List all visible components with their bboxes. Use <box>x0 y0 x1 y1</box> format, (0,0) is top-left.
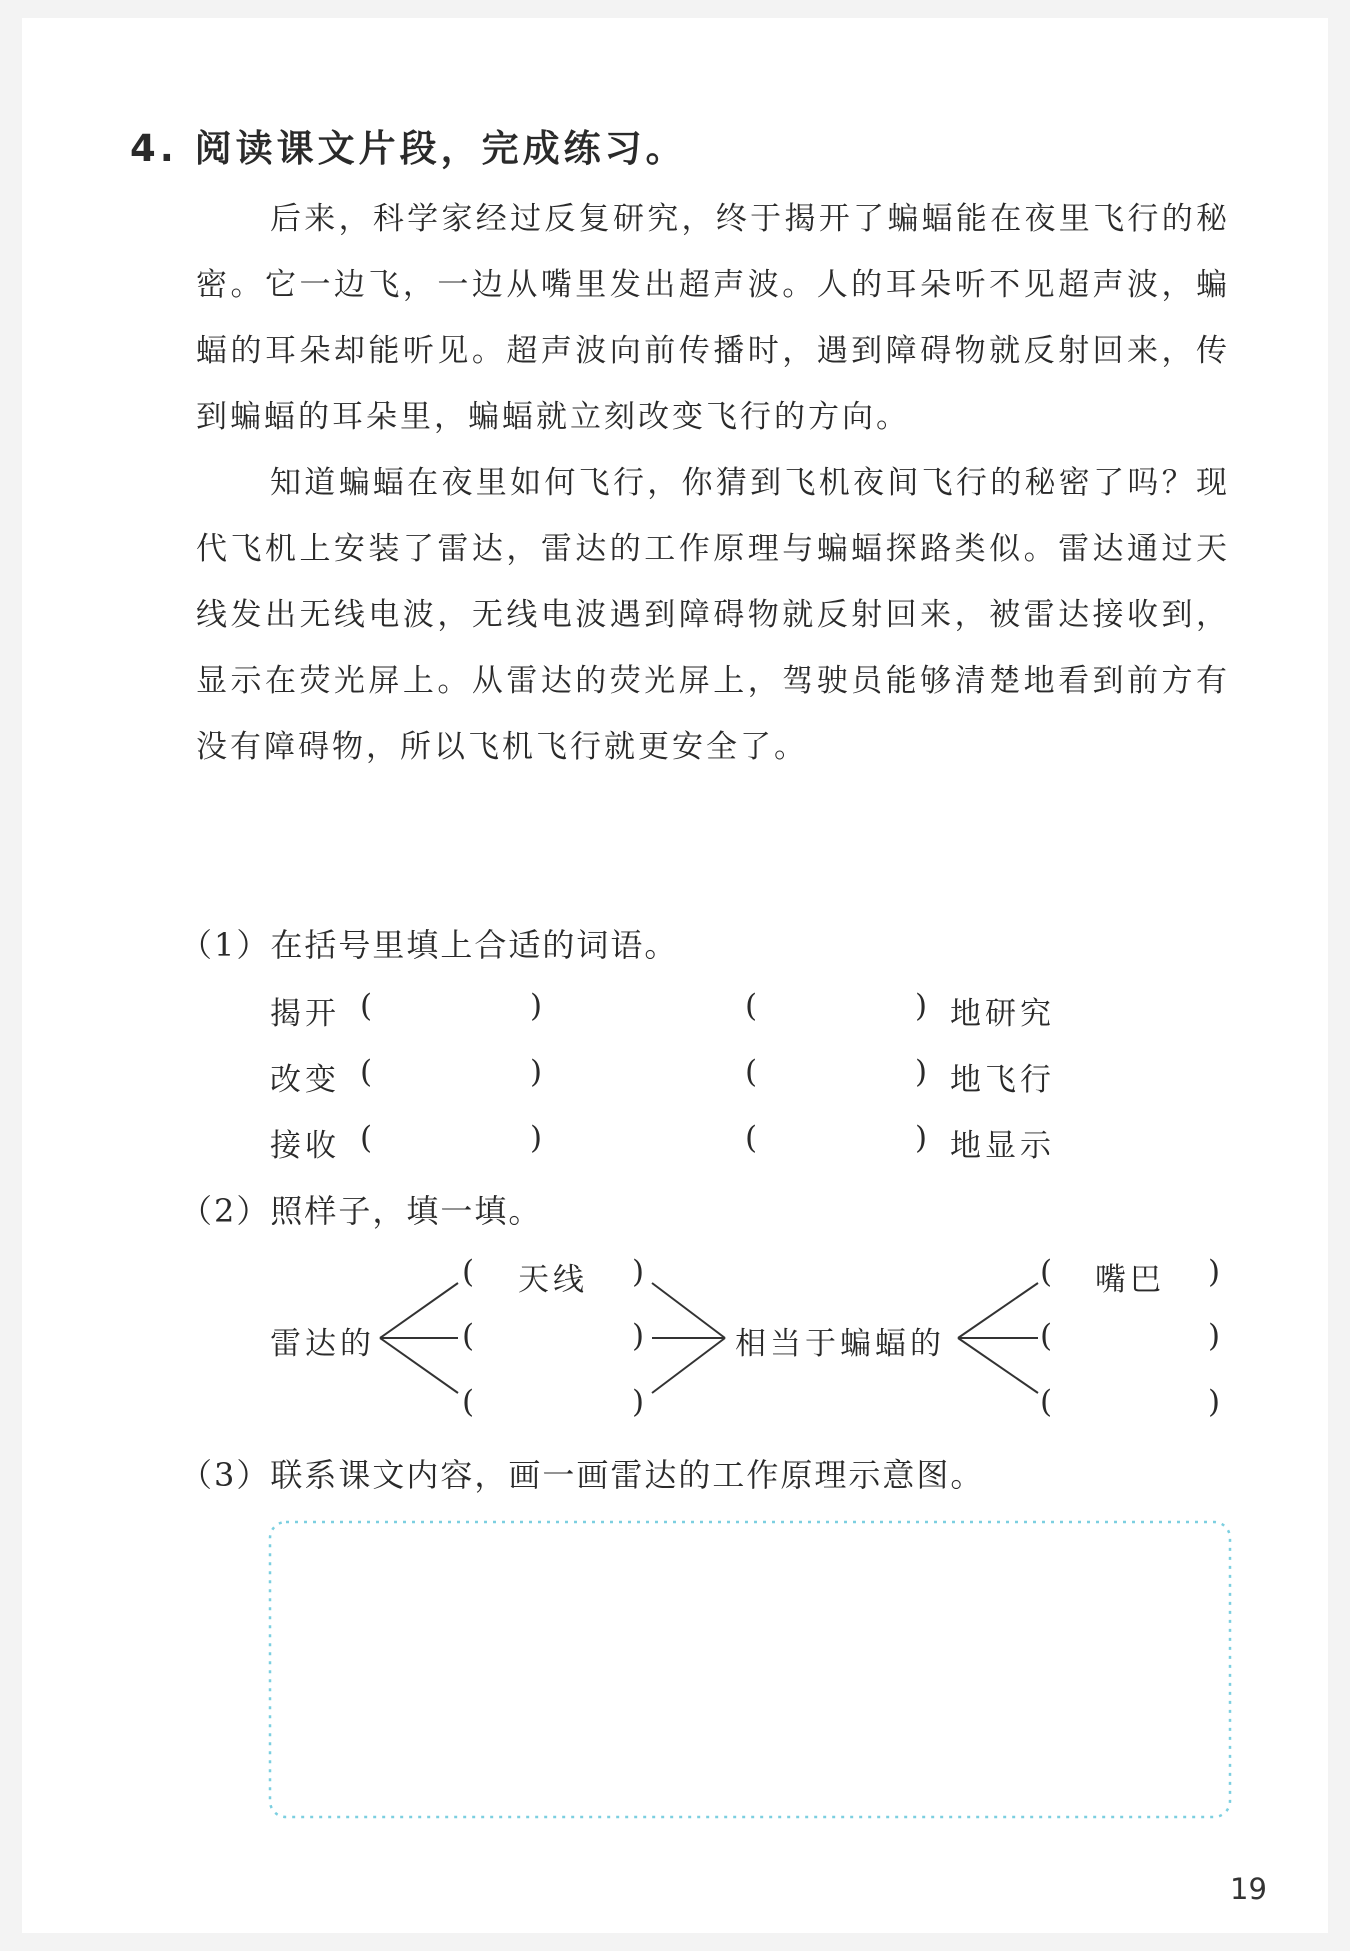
q1-row1-blank1-close: ) <box>530 988 547 1024</box>
passage-paragraph-2: 知道蝙蝠在夜里如何飞行，你猜到飞机夜间飞行的秘密了吗？现代飞机上安装了雷达，雷达的工作原理与蝙蝠探路类似。雷达通过天线发出无线电波，无线电波遇到障碍物就反射回来，被雷达接收到，显示在荧光屏上。从雷达的荧光屏上，驾驶员能够清楚地看到前方有没有障碍物，所以飞机飞行就更安全了。 <box>196 465 1230 765</box>
passage-paragraph-1: 后来，科学家经过反复研究，终于揭开了蝙蝠能在夜里飞行的秘密。它一边飞，一边从嘴里发出超声波。人的耳朵听不见超声波，蝙蝠的耳朵却能听见。超声波向前传播时，遇到障碍物就反射回来，传到蝙蝠的耳朵里，蝙蝠就立刻改变飞行的方向。 <box>196 201 1230 435</box>
q1-row3-blank1-open: ( <box>360 1120 377 1156</box>
q1-row3-word: 接收 <box>270 1128 340 1164</box>
q1-row1-blank1-open: ( <box>360 988 377 1024</box>
drawing-area[interactable] <box>270 1522 1230 1817</box>
q2-left-label: 雷达的 <box>270 1326 375 1362</box>
q2-right-close-1: ) <box>1208 1254 1225 1290</box>
q2-right-close-2: ) <box>1208 1318 1225 1354</box>
q1-row2-word: 改变 <box>270 1062 340 1098</box>
q2-left-close-1: ) <box>632 1254 649 1290</box>
q2-right-open-3: ( <box>1040 1384 1057 1420</box>
q2-middle-label: 相当于蝙蝠的 <box>735 1326 945 1362</box>
question-1-prompt: （1）在括号里填上合适的词语。 <box>180 926 679 964</box>
q1-row1-blank2-close: ) <box>915 988 932 1024</box>
q2-left-open-3: ( <box>462 1384 479 1420</box>
exercise-heading: 4. 阅读课文片段，完成练习。 <box>130 127 687 170</box>
q1-row2-blank2-open: ( <box>745 1054 762 1090</box>
q1-row1-suffix: 地研究 <box>950 996 1055 1032</box>
q1-row1-blank2-open: ( <box>745 988 762 1024</box>
q2-right-example: 嘴巴 <box>1095 1262 1165 1298</box>
q2-left-close-2: ) <box>632 1318 649 1354</box>
q1-row3-blank2-open: ( <box>745 1120 762 1156</box>
question-3-prompt: （3）联系课文内容，画一画雷达的工作原理示意图。 <box>180 1456 985 1494</box>
q2-right-open-1: ( <box>1040 1254 1057 1290</box>
q2-right-open-2: ( <box>1040 1318 1057 1354</box>
q1-row2-suffix: 地飞行 <box>950 1062 1055 1098</box>
q2-left-close-3: ) <box>632 1384 649 1420</box>
q2-right-close-3: ) <box>1208 1384 1225 1420</box>
q1-row2-blank2-close: ) <box>915 1054 932 1090</box>
q1-row2-blank1-close: ) <box>530 1054 547 1090</box>
question-2-prompt: （2）照样子，填一填。 <box>180 1192 543 1230</box>
q1-row1-word: 揭开 <box>270 996 340 1032</box>
q2-left-example: 天线 <box>518 1262 588 1298</box>
page-number: 19 <box>1230 1872 1267 1906</box>
q2-left-open-1: ( <box>462 1254 479 1290</box>
q1-row3-blank1-close: ) <box>530 1120 547 1156</box>
q1-row3-suffix: 地显示 <box>950 1128 1055 1164</box>
q1-row2-blank1-open: ( <box>360 1054 377 1090</box>
q1-row3-blank2-close: ) <box>915 1120 932 1156</box>
q2-left-open-2: ( <box>462 1318 479 1354</box>
